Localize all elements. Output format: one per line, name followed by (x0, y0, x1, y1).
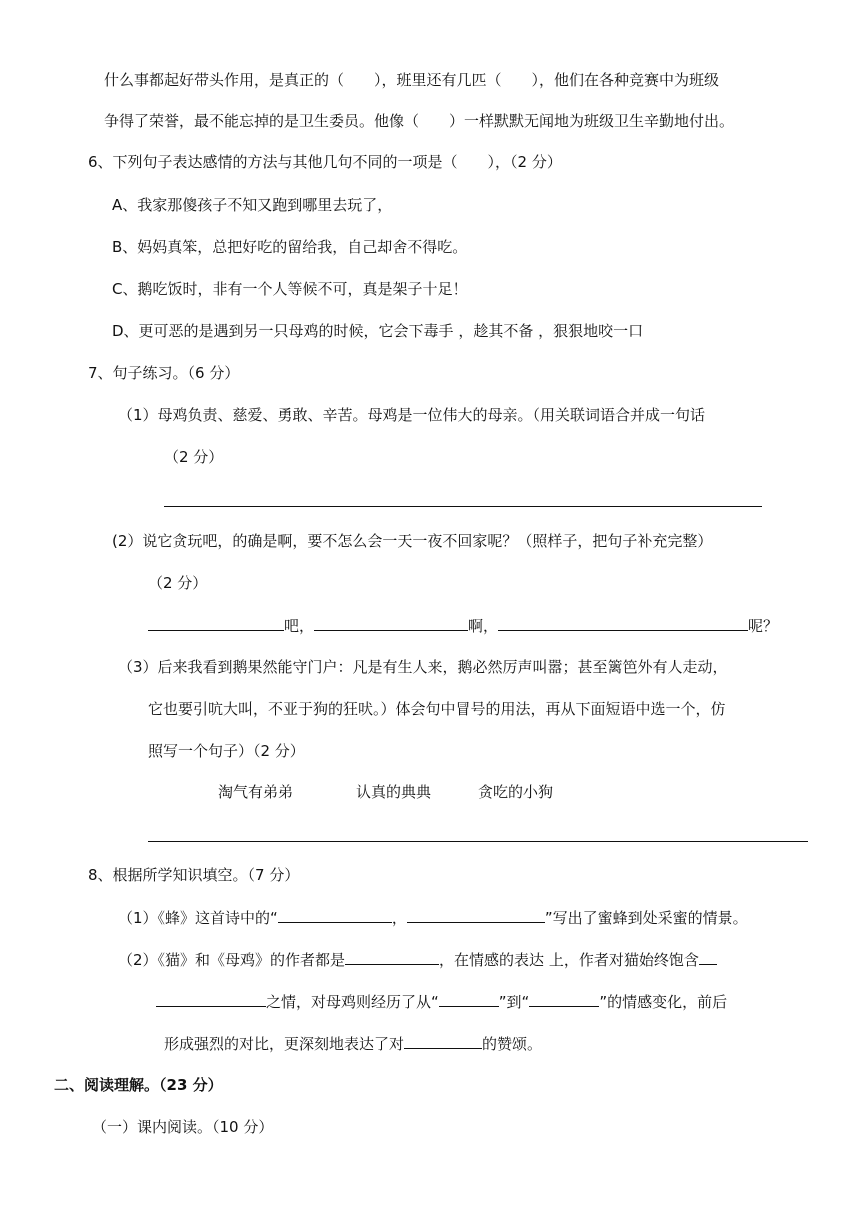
q8-sub2-text-a: （2）《猫》和《母鸡》的作者都是 (118, 951, 346, 969)
q8-sub1-blank-2[interactable] (407, 906, 545, 923)
carry-line-1: 什么事都起好带头作用，是真正的（ ），班里还有几匹（ ），他们在各种竞赛中为班级 (104, 71, 720, 89)
q7-sub1-answer-line[interactable] (164, 506, 762, 507)
q7-sub1-line1: （1）母鸡负责、慈爱、勇敢、辛苦。母鸡是一位伟大的母亲。（用关联词语合并成一句话 (118, 406, 706, 424)
q6-option-b: B、妈妈真笨，总把好吃的留给我，自己却舍不得吃。 (112, 238, 468, 256)
q8-sub1-row (118, 906, 748, 929)
q8-sub1-text-a: （1）《蜂》这首诗中的“ (118, 909, 278, 927)
q7-sub2-fill-row (148, 614, 778, 637)
q6-option-d: D、更可恶的是遇到另一只母鸡的时候，它会下毒手 ，趁其不备 ，狠狠地咬一口 (112, 322, 644, 340)
q8-sub2-row1 (118, 948, 717, 971)
q7-sub2-blank-3[interactable] (498, 614, 748, 631)
q7-sub2-fill-1: 吧， (284, 617, 315, 635)
q8-sub1-blank-1[interactable] (278, 906, 392, 923)
q8-sub2-text-e: ”的情感变化，前后 (599, 993, 728, 1011)
q7-phrase-3: 贪吃的小狗 (478, 783, 554, 801)
q7-phrase-2: 认真的典典 (356, 783, 432, 801)
q7-sub1-line2: （2 分） (164, 448, 224, 466)
q7-phrase-1: 淘气有弟弟 (218, 783, 294, 801)
q8-sub2-blank-cat[interactable] (156, 990, 266, 1007)
section-2-title: 二、阅读理解。（23 分） (54, 1076, 223, 1094)
q8-sub2-blank-from[interactable] (439, 990, 499, 1007)
q6-option-a: A、我家那傻孩子不知又跑到哪里去玩了， (112, 196, 393, 214)
q7-sub3-answer-line[interactable] (148, 841, 808, 842)
q8-sub1-text-c: ”写出了蜜蜂到处采蜜的情景。 (544, 909, 748, 927)
q8-stem: 8、根据所学知识填空。（7 分） (88, 866, 300, 884)
q8-sub2-text-b: ，在情感的表达 上，作者对猫始终饱含 (439, 951, 699, 969)
q7-sub3-line3: 照写一个句子）（2 分） (148, 742, 305, 760)
q8-sub2-text-c: 之情，对母鸡则经历了从“ (266, 993, 439, 1011)
q7-sub2-blank-2[interactable] (314, 614, 468, 631)
q8-sub2-row2 (156, 990, 727, 1013)
q8-sub2-row3 (164, 1032, 542, 1055)
q7-stem: 7、句子练习。（6 分） (88, 364, 240, 382)
q8-sub2-text-d: ”到“ (498, 993, 530, 1011)
q8-sub2-blank-to[interactable] (529, 990, 599, 1007)
q6-option-c: C、鹅吃饭时，非有一个人等候不可，真是架子十足！ (112, 280, 468, 298)
q7-sub2-blank-1[interactable] (148, 614, 284, 631)
section-2-subtitle: （一）课内阅读。（10 分） (92, 1118, 274, 1136)
q7-sub3-line1: （3）后来我看到鹅果然能守门户：凡是有生人来，鹅必然厉声叫嚣；甚至篱笆外有人走动， (118, 658, 728, 676)
q8-sub2-text-g: 的赞颂。 (482, 1035, 543, 1053)
q7-sub2-line1: (2）说它贪玩吧，的确是啊，要不怎么会一天一夜不回家呢？（照样子，把句子补充完整） (112, 532, 713, 550)
carry-line-2: 争得了荣誉，最不能忘掉的是卫生委员。他像（ ）一样默默无闻地为班级卫生辛勤地付出。 (104, 112, 735, 130)
q8-sub2-blank-praise[interactable] (404, 1032, 482, 1049)
q8-sub2-blank-cat-start[interactable] (699, 948, 717, 965)
q8-sub1-text-b: ， (391, 909, 407, 927)
q7-sub2-line2: （2 分） (148, 574, 208, 592)
q7-sub2-fill-3: 呢？ (748, 617, 779, 635)
q8-sub2-blank-author[interactable] (345, 948, 439, 965)
q7-sub3-line2: 它也要引吭大叫，不亚于狗的狂吠。）体会句中冒号的用法，再从下面短语中选一个，仿 (148, 700, 726, 718)
q7-sub2-fill-2: 啊， (468, 617, 499, 635)
q8-sub2-text-f: 形成强烈的对比，更深刻地表达了对 (164, 1035, 405, 1053)
q6-stem: 6、下列句子表达感情的方法与其他几句不同的一项是（ ），（2 分） (88, 153, 562, 171)
